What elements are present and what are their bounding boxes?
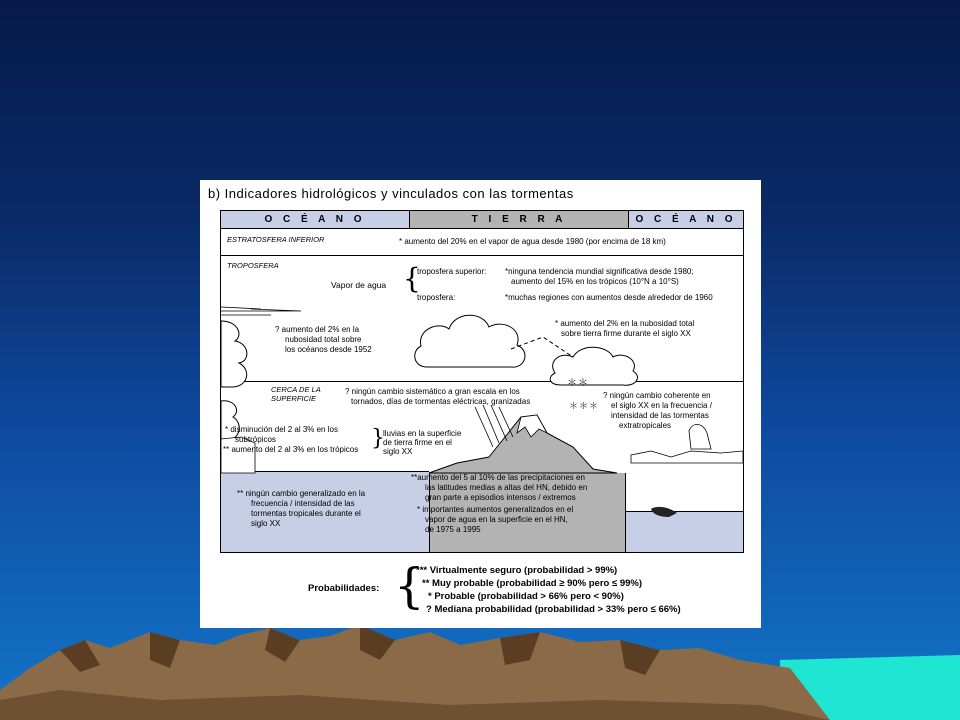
- probability-item-4: ? Mediana probabilidad (probabilidad > 33% pero ≤ 66%): [426, 604, 681, 615]
- extratropical-4: extratropicales: [619, 421, 672, 430]
- header-land: T I E R R A: [409, 211, 629, 229]
- tropical-storms-4: siglo XX: [251, 519, 281, 528]
- rain-land-2: de tierra firme en el: [383, 438, 452, 447]
- header-ocean-right: O C É A N O: [629, 211, 743, 229]
- figure-panel: [200, 180, 761, 628]
- probability-item-2: ** Muy probable (probabilidad ≥ 90% pero ≤ 99%): [422, 578, 642, 589]
- subtropics-1: * disminución del 2 al 3% en los: [225, 425, 338, 434]
- vapor-lower-label: troposfera:: [417, 293, 456, 302]
- tropical-storms-1: ** ningún cambio generalizado en la: [237, 489, 366, 498]
- zone-troposphere: TROPOSFERA: [227, 261, 279, 270]
- tornado-2: tornados, días de tormentas eléctricas, granizadas: [351, 397, 531, 406]
- precip-1: **aumento del 5 al 10% de las precipitaciones en: [411, 473, 585, 482]
- snow-symbols: ＊＊: [567, 378, 589, 389]
- precip-4: * importantes aumentos generalizados en el: [417, 505, 574, 514]
- vapor-upper-2: aumento del 15% en los trópicos (10°N a 10°S): [511, 277, 679, 286]
- tornado-1: ? ningún cambio sistemático a gran escala en los: [345, 387, 520, 396]
- zone-stratosphere: ESTRATOSFERA INFERIOR: [227, 235, 325, 244]
- extratropical-3: intensidad de las tormentas: [611, 411, 709, 420]
- precip-2: las latitudes medias a altas del HN, debido en: [425, 483, 588, 492]
- zone-surface-1: CERCA DE LA: [271, 385, 321, 394]
- precip-3: gran parte a episodios intensos / extremos: [425, 493, 576, 502]
- diagram-box: [220, 210, 744, 553]
- probabilities-label: Probabilidades:: [308, 583, 380, 594]
- precip-6: de 1975 a 1995: [425, 525, 481, 534]
- snow-symbols-2: ＊＊＊: [569, 401, 600, 411]
- probability-item-3: * Probable (probabilidad > 66% pero < 90%): [428, 591, 624, 602]
- subtropics-2: subtrópicos: [235, 435, 276, 444]
- clouds-ocean-3: los océanos desde 1952: [285, 345, 372, 354]
- vapor-label: Vapor de agua: [331, 280, 387, 290]
- vapor-lower-1: *muchas regiones con aumentos desde alrededor de 1960: [505, 293, 713, 302]
- clouds-land-1: * aumento del 2% en la nubosidad total: [555, 319, 695, 328]
- clouds-land-2: sobre tierra firme durante el siglo XX: [561, 329, 691, 338]
- clouds-ocean-1: ? aumento del 2% en la: [275, 325, 360, 334]
- rain-land-3: siglo XX: [383, 447, 413, 456]
- extratropical-2: el siglo XX en la frecuencia /: [611, 401, 712, 410]
- clouds-ocean-2: nubosidad total sobre: [285, 335, 362, 344]
- header-ocean-left: O C É A N O: [221, 211, 409, 229]
- probabilities-brace: {: [394, 558, 425, 614]
- probability-item-1: *** Virtualmente seguro (probabilidad > 99%): [416, 565, 618, 576]
- precip-5: vapor de agua en la superficie en el HN,: [425, 515, 568, 524]
- stratosphere-note: * aumento del 20% en el vapor de agua desde 1980 (por encima de 18 km): [399, 237, 666, 246]
- tropical-storms-2: frecuencia / intensidad de las: [251, 499, 355, 508]
- subtropics-3: ** aumento del 2 al 3% en los trópicos: [223, 445, 359, 454]
- extratropical-1: ? ningún cambio coherente en: [603, 391, 711, 400]
- vapor-upper-label: troposfera superior:: [417, 267, 487, 276]
- vapor-upper-1: *ninguna tendencia mundial significativa desde 1980;: [505, 267, 694, 276]
- figure-title: b) Indicadores hidrológicos y vinculados con las tormentas: [208, 186, 574, 201]
- zone-surface-2: SUPERFICIE: [271, 394, 317, 403]
- rain-land-1: lluvias en la superficie: [383, 429, 462, 438]
- rain-brace: }: [371, 426, 385, 451]
- vapor-brace: {: [403, 262, 421, 295]
- tropical-storms-3: tormentas tropicales durante el: [251, 509, 361, 518]
